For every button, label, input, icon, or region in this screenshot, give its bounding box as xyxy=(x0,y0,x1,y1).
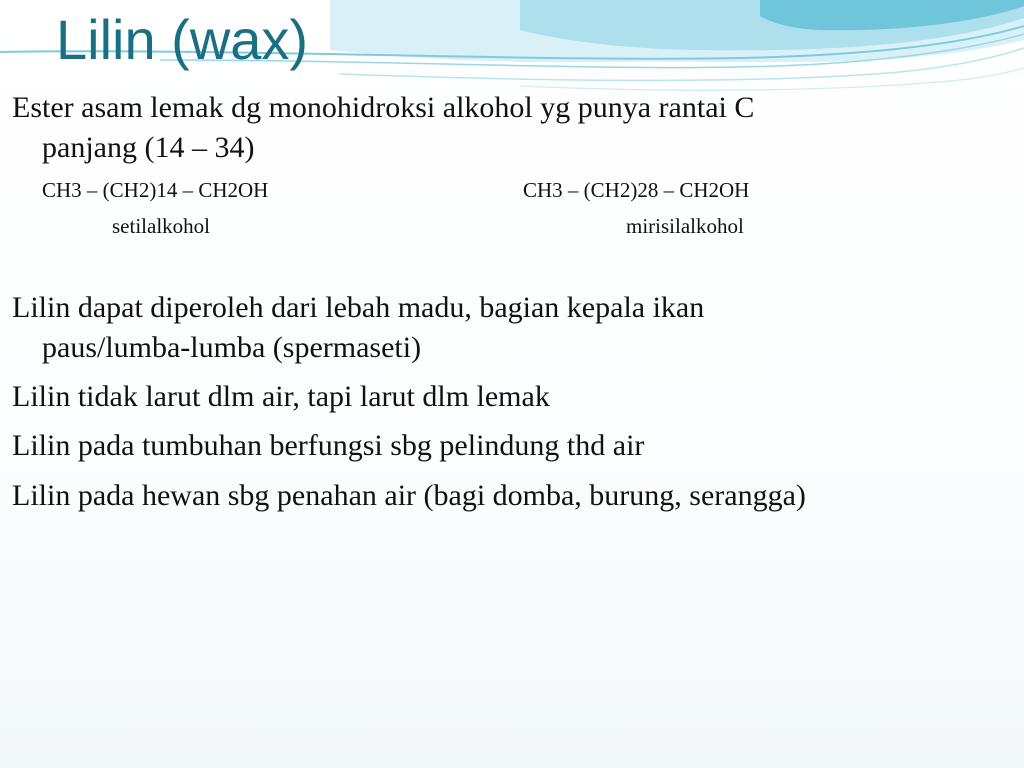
point-source xyxy=(12,288,1012,368)
point-source-line-2: paus/lumba-lumba (spermaseti) xyxy=(42,331,422,364)
formula-mirisilalkohol: CH3 – (CH2)28 – CH2OH xyxy=(523,178,750,202)
point-solubility: Lilin tidak larut dlm air, tapi larut dlm lemak xyxy=(12,380,550,413)
point-animals: Lilin pada hewan sbg penahan air (bagi domba, burung, serangga) xyxy=(12,479,806,512)
slide-title: Lilin (wax) xyxy=(56,8,309,71)
label-setilalkohol: setilalkohol xyxy=(112,214,210,238)
intro-line-2: panjang (14 – 34) xyxy=(42,131,255,164)
intro-line-1: Ester asam lemak dg monohidroksi alkohol yg punya rantai C xyxy=(12,91,755,124)
point-plants: Lilin pada tumbuhan berfungsi sbg pelindung thd air xyxy=(12,429,645,462)
formula-setilalkohol: CH3 – (CH2)14 – CH2OH xyxy=(42,178,269,202)
intro-paragraph xyxy=(12,88,1012,168)
label-mirisilalkohol: mirisilalkohol xyxy=(626,214,744,238)
point-source-line-1: Lilin dapat diperoleh dari lebah madu, bagian kepala ikan xyxy=(12,291,705,324)
